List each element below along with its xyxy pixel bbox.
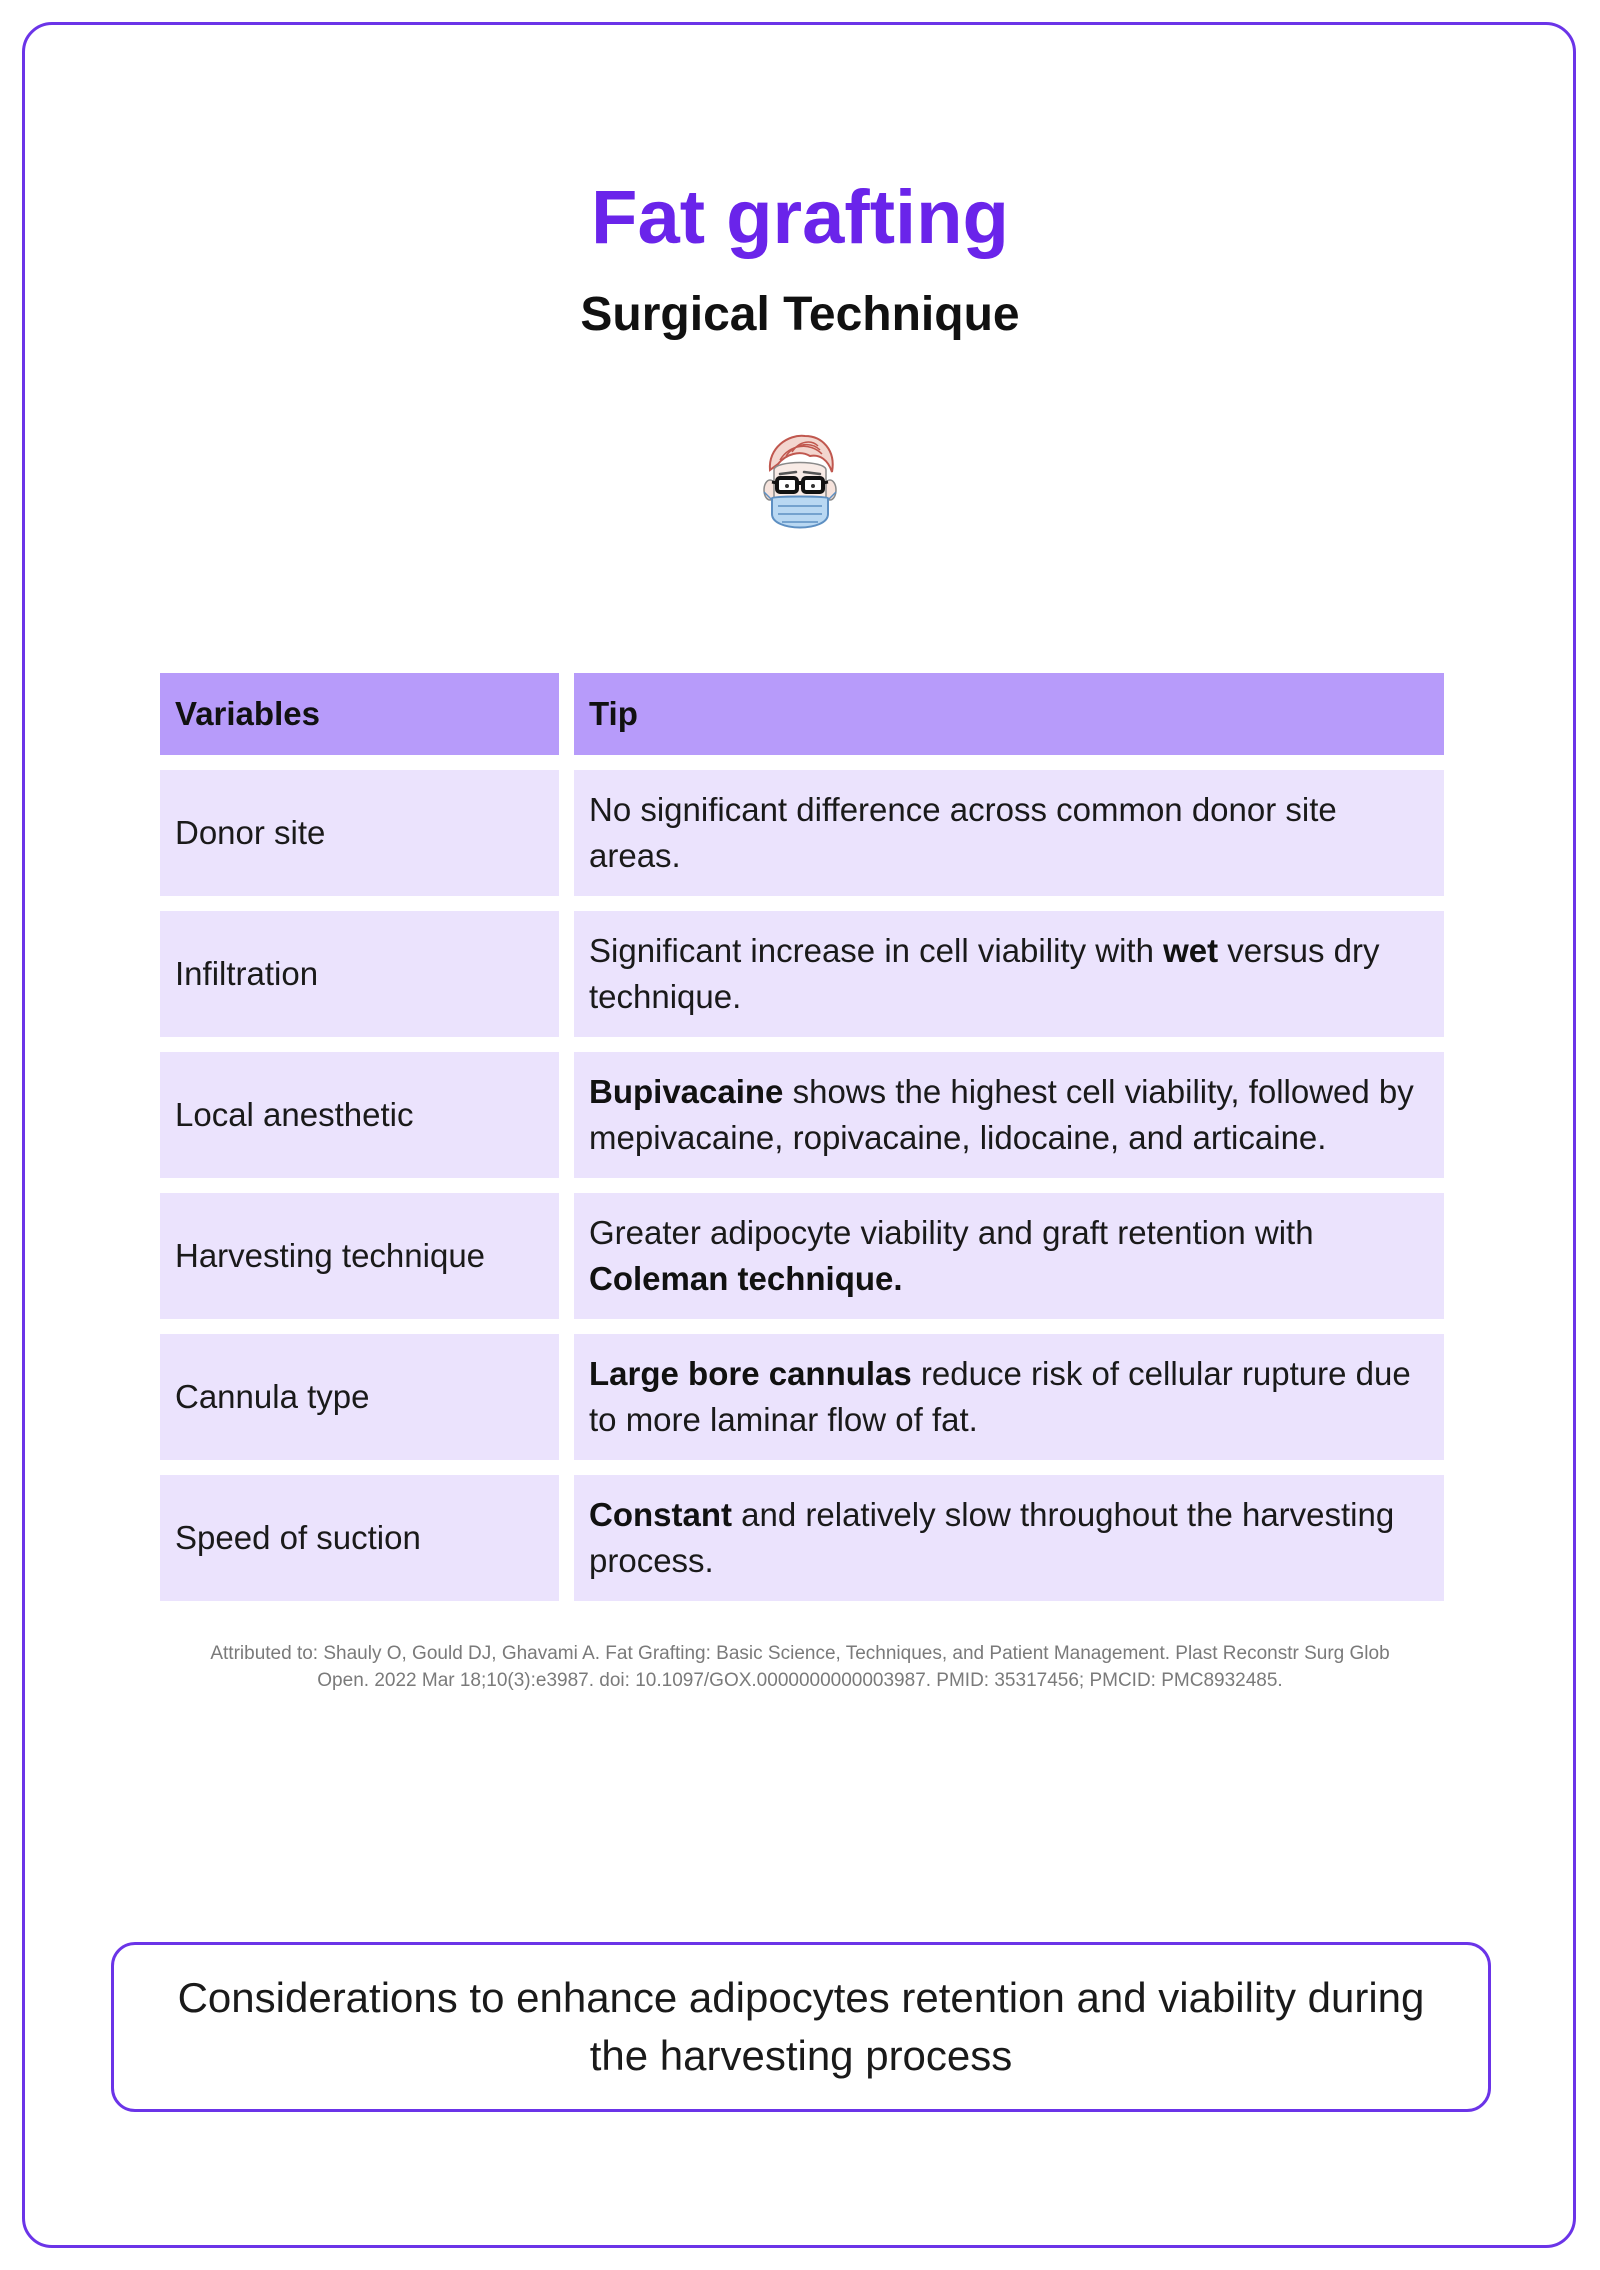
tip-segment: and relatively slow throughout the harvesting process. <box>589 1496 1395 1579</box>
variable-cell: Speed of suction <box>160 1475 559 1601</box>
column-header-variables: Variables <box>160 673 559 755</box>
tip-segment: versus dry technique. <box>589 932 1380 1015</box>
tip-cell <box>574 1475 1444 1601</box>
tip-cell <box>574 911 1444 1037</box>
column-header-tip: Tip <box>574 673 1444 755</box>
citation: Attributed to: Shauly O, Gould DJ, Ghavami A. Fat Grafting: Basic Science, Techniques, and Patient Management. Plast Reconstr Surg Glob Open. 2022 Mar 18;10(3):e3987. doi: 10.1097/GOX.0000000000003987. PMID: 35317456; PMCID: PMC8932485. <box>210 1643 1390 1691</box>
table-row <box>160 1334 1444 1460</box>
page-title: Fat grafting <box>591 175 1009 260</box>
table-row <box>160 1052 1444 1178</box>
tip-segment: reduce risk of cellular rupture due to more laminar flow of fat. <box>589 1355 1411 1438</box>
footer-text: Considerations to enhance adipocytes retention and viability during the harvesting process <box>177 1974 1425 2079</box>
tip-text <box>589 1210 1429 1302</box>
tip-emphasis: wet <box>1163 932 1219 969</box>
tip-text <box>589 928 1429 1020</box>
technique-table <box>160 673 1444 1616</box>
tip-segment: No significant difference across common donor site areas. <box>589 791 1337 874</box>
tip-emphasis: Bupivacaine <box>589 1073 784 1110</box>
variable-cell: Donor site <box>160 770 559 896</box>
table-row <box>160 1193 1444 1319</box>
table-row <box>160 1475 1444 1601</box>
tip-text <box>589 1351 1429 1443</box>
tip-text <box>589 1492 1429 1584</box>
table-body <box>160 770 1444 1601</box>
footer-box <box>111 1942 1491 2112</box>
tip-segment: shows the highest cell viability, followed by mepivacaine, ropivacaine, lidocaine, and articaine. <box>589 1073 1414 1156</box>
variable-cell: Infiltration <box>160 911 559 1037</box>
masked-surgeon-avatar-icon <box>750 430 850 550</box>
tip-emphasis: Coleman technique. <box>589 1260 903 1297</box>
tip-cell <box>574 1193 1444 1319</box>
tip-cell <box>574 1052 1444 1178</box>
tip-text <box>589 787 1429 879</box>
variable-cell: Harvesting technique <box>160 1193 559 1319</box>
variable-cell: Cannula type <box>160 1334 559 1460</box>
tip-cell <box>574 1334 1444 1460</box>
table-row <box>160 911 1444 1037</box>
table-row <box>160 770 1444 896</box>
tip-segment: Significant increase in cell viability with <box>589 932 1164 969</box>
tip-cell <box>574 770 1444 896</box>
tip-emphasis: Large bore cannulas <box>589 1355 912 1392</box>
table-header-row <box>160 673 1444 755</box>
page-subtitle: Surgical Technique <box>580 288 1020 341</box>
tip-text <box>589 1069 1429 1161</box>
tip-emphasis: Constant <box>589 1496 732 1533</box>
variable-cell: Local anesthetic <box>160 1052 559 1178</box>
tip-segment: Greater adipocyte viability and graft retention with <box>589 1214 1314 1251</box>
